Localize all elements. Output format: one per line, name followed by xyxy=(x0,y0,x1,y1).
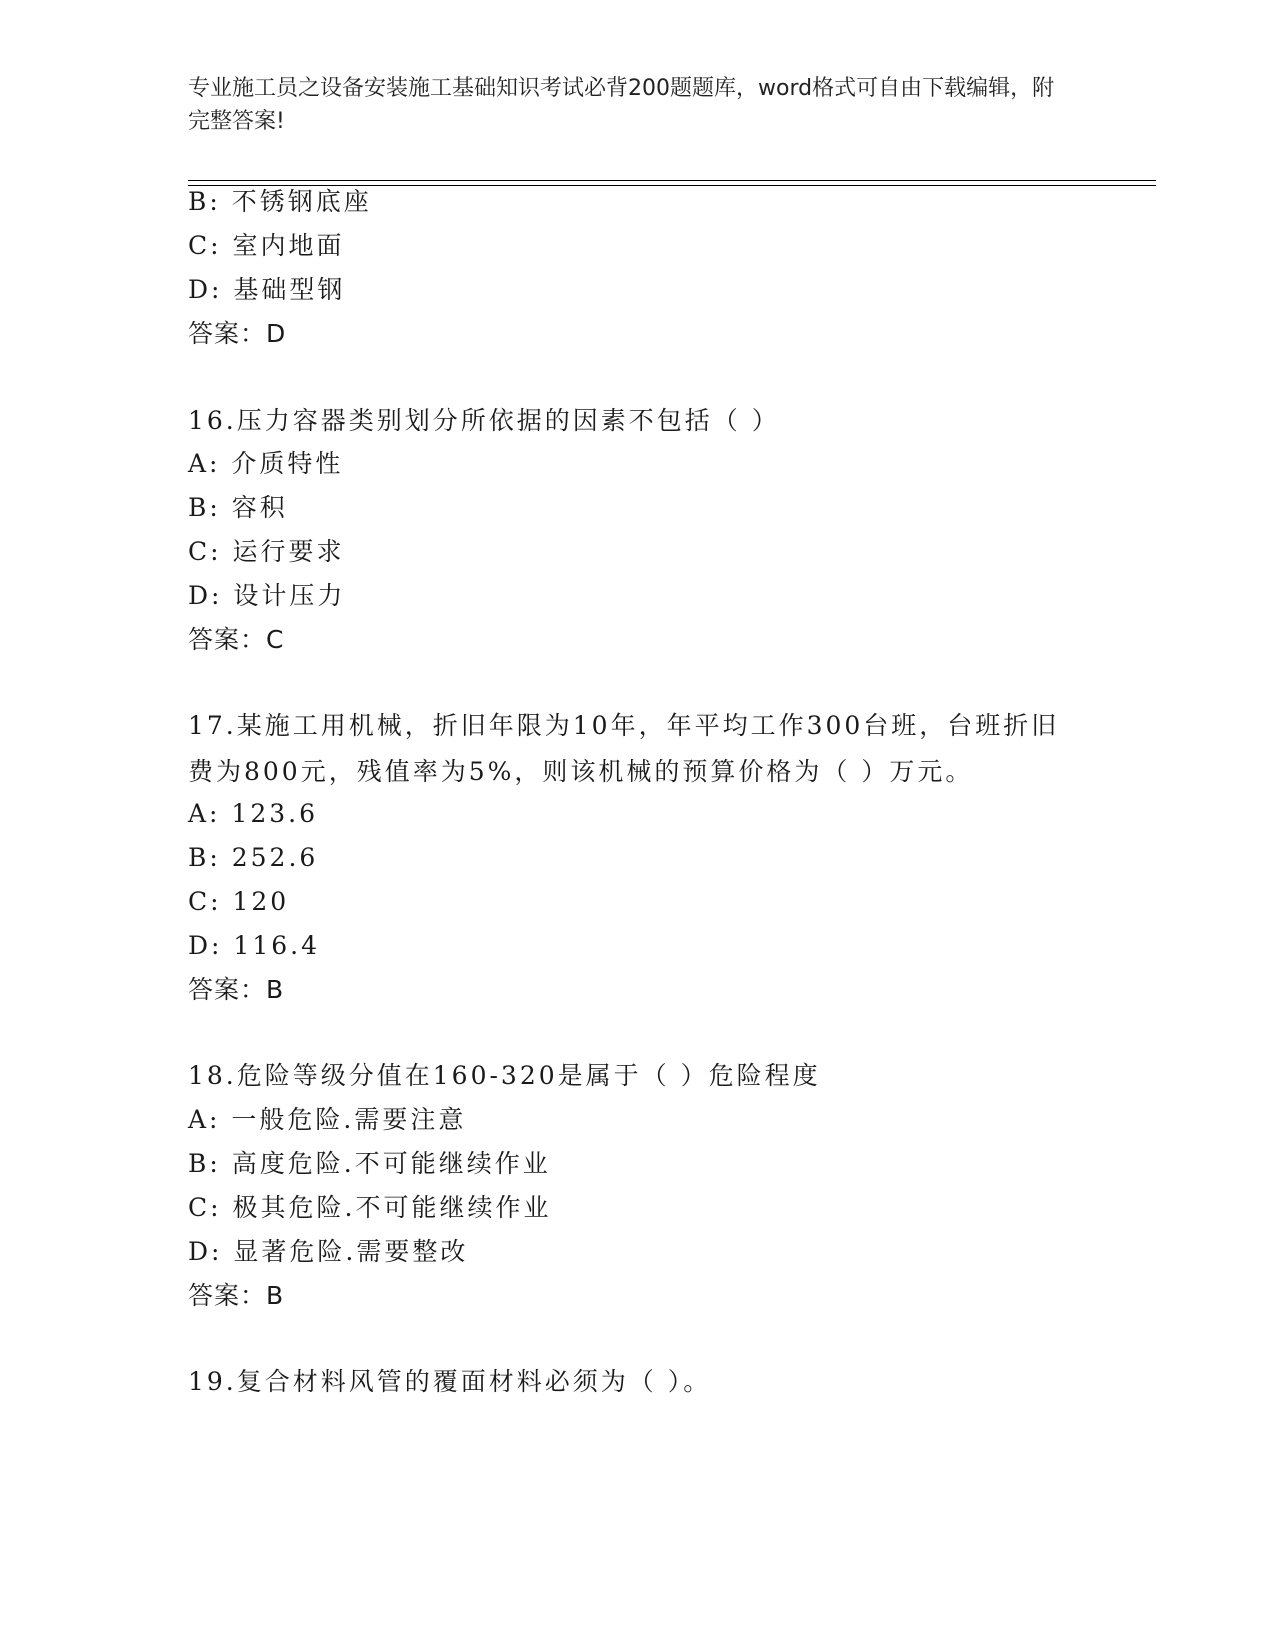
q16-option-d: D: 设计压力 xyxy=(188,581,346,610)
q18-answer: 答案：B xyxy=(188,1281,285,1310)
q15-option-b: B: 不锈钢底座 xyxy=(188,187,372,216)
q17-option-a: A: 123.6 xyxy=(188,799,318,828)
q15-option-c: C: 室内地面 xyxy=(188,231,345,260)
q17-question: 17.某施工用机械，折旧年限为10年，年平均工作300台班，台班折旧费为800元，残值率为5%，则该机械的预算价格为（ ）万元。 xyxy=(188,711,1060,786)
q16-answer: 答案：C xyxy=(188,625,285,654)
q15-answer: 答案：D xyxy=(188,319,287,348)
q17-option-d: D: 116.4 xyxy=(188,931,320,960)
q19-question: 19.复合材料风管的覆面材料必须为（ ）。 xyxy=(188,1367,712,1396)
q18-question: 18.危险等级分值在160-320是属于（ ）危险程度 xyxy=(188,1061,821,1090)
q16-question: 16.压力容器类别划分所依据的因素不包括（ ） xyxy=(188,406,780,435)
q16-option-c: C: 运行要求 xyxy=(188,537,345,566)
q18-option-a: A: 一般危险.需要注意 xyxy=(188,1105,467,1134)
q15-option-d: D: 基础型钢 xyxy=(188,275,346,304)
q18-option-b: B: 高度危险.不可能继续作业 xyxy=(188,1149,551,1178)
document-header: 专业施工员之设备安装施工基础知识考试必背200题题库，word格式可自由下载编辑，附完整答案! xyxy=(188,76,1055,134)
q17-option-c: C: 120 xyxy=(188,887,290,916)
q17-option-b: B: 252.6 xyxy=(188,843,319,872)
q18-option-c: C: 极其危险.不可能继续作业 xyxy=(188,1193,552,1222)
header-rule-top xyxy=(188,180,1156,181)
q18-option-d: D: 显著危险.需要整改 xyxy=(188,1237,469,1266)
q16-option-a: A: 介质特性 xyxy=(188,449,344,478)
q16-option-b: B: 容积 xyxy=(188,493,288,522)
q17-answer: 答案：B xyxy=(188,975,285,1004)
